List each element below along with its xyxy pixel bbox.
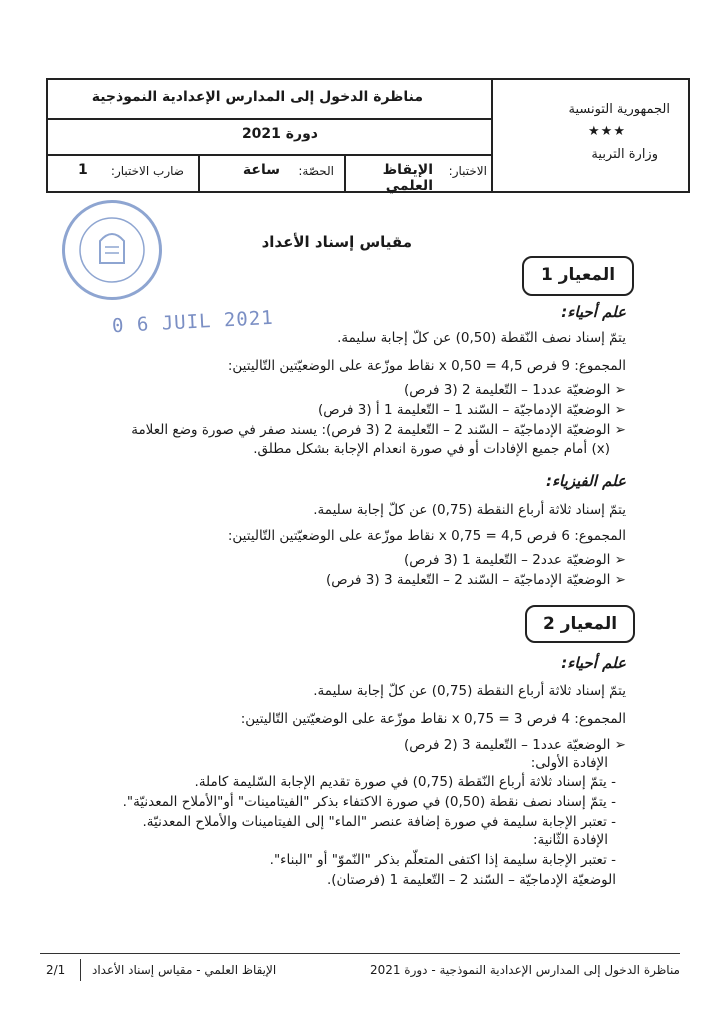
- exam-title: مناظرة الدخول إلى المدارس الإعدادية النموذجية: [91, 89, 423, 105]
- c2-bio-heading: علم أحياء:: [561, 654, 626, 672]
- c1-bio-line1: يتمّ إسناد نصف النّقطة (0,50) عن كلّ إجابة سليمة.: [337, 330, 626, 346]
- c2-d4-text: تعتبر الإجابة سليمة إذا اكتفى المتعلّم بذكر "النّموّ" أو "البناء".: [269, 852, 607, 868]
- duration-value: ساعة: [242, 162, 280, 178]
- c2-ifada2: الإفادة الثّانية:: [532, 832, 608, 848]
- footer-divider: [40, 953, 680, 954]
- c2-detail4: - تعتبر الإجابة سليمة إذا اكتفى المتعلّم بذكر "النّموّ" أو "البناء".: [269, 852, 616, 868]
- ministry-block: [491, 80, 688, 191]
- c1-bio-total: المجموع: 9 فرص x 0,50 = 4,5 نقاط موزّعة على الوضعيّتين التّاليتين:: [227, 358, 626, 374]
- c2-d3-text: تعتبر الإجابة سليمة في صورة إضافة عنصر "الماء" إلى الفيتامينات والأملاح المعدنيّة.: [142, 814, 607, 830]
- c1-phys-total: المجموع: 6 فرص x 0,75 = 4,5 نقاط موزّعة على الوضعيّتين التّاليتين:: [227, 528, 626, 544]
- footer-subject: الإيقاظ العلمي - مقياس إسناد الأعداد: [92, 963, 277, 977]
- c2-bio-total: المجموع: 4 فرص x 0,75 = 3 نقاط موزّعة على الوضعيّتين التّاليتين:: [240, 711, 626, 727]
- info-row: [48, 154, 493, 194]
- subject-value: الإيقاظ العلمي: [382, 162, 433, 194]
- criterion-2-badge: المعيار 2: [525, 605, 635, 643]
- footer-page-number: 2/1: [46, 963, 66, 977]
- c1-phys-b2-text: الوضعيّة الإدماجيّة – السّند 2 – التّعليمة 3 (3 فرص): [326, 572, 611, 588]
- duration-label: الحصّة:: [298, 164, 334, 178]
- c2-detail1: - يتمّ إسناد ثلاثة أرباع النّقطة (0,75) في صورة تقديم الإجابة السّليمة كاملة.: [194, 774, 616, 790]
- c1-bio-b3-cont: (x) أمام جميع الإفادات أو في صورة انعدام الإجابة بشكل مطلق.: [253, 441, 610, 457]
- session-row: [48, 118, 493, 156]
- c2-ifada1: الإفادة الأولى:: [530, 755, 608, 771]
- c2-d1-text: يتمّ إسناد ثلاثة أرباع النّقطة (0,75) في صورة تقديم الإجابة السّليمة كاملة.: [194, 774, 607, 790]
- c1-bio-b2-text: الوضعيّة الإدماجيّة – السّند 1 – التّعليمة 1 أ (3 فرص): [317, 402, 611, 418]
- stamp-date: 0 6 JUIL 2021: [111, 306, 275, 338]
- c1-bio-bullet3: ➢ الوضعيّة الإدماجيّة – السّند 2 – التّعليمة 2 (3 فرص): يسند صفر في صورة وضع العلامة: [131, 422, 626, 438]
- c2-last-line: الوضعيّة الإدماجيّة – السّند 2 – التّعليمة 1 (فرصتان).: [326, 872, 616, 888]
- footer-separator: [80, 959, 81, 981]
- c1-phys-line1: يتمّ إسناد ثلاثة أرباع النقطة (0,75) عن كلّ إجابة سليمة.: [313, 502, 626, 518]
- header-box: [46, 78, 690, 193]
- duration-cell: [200, 154, 346, 191]
- c1-phys-bullet1: ➢ الوضعيّة عدد2 – التّعليمة 1 (3 فرص): [404, 552, 626, 568]
- official-stamp: [62, 200, 162, 300]
- c2-bio-line1: يتمّ إسناد ثلاثة أرباع النقطة (0,75) عن كلّ إجابة سليمة.: [313, 683, 626, 699]
- subject-label: الاختبار:: [448, 164, 487, 178]
- stamp-emblem-icon: [65, 203, 159, 297]
- c1-bio-bullet2: ➢ الوضعيّة الإدماجيّة – السّند 1 – التّعليمة 1 أ (3 فرص): [317, 402, 626, 418]
- coefficient-label: ضارب الاختبار:: [110, 164, 184, 178]
- c1-phys-heading: علم الفيزياء:: [545, 472, 626, 490]
- subject-cell: [346, 154, 493, 194]
- c1-bio-b3-text: الوضعيّة الإدماجيّة – السّند 2 – التّعليمة 2 (3 فرص): يسند صفر في صورة وضع العلامة: [131, 422, 611, 438]
- c2-d2-text: يتمّ إسناد نصف نقطة (0,50) في صورة الاكتفاء بذكر "الفيتامينات" أو"الأملاح المعدنيّة".: [122, 794, 607, 810]
- c1-bio-b1-text: الوضعيّة عدد1 – التّعليمة 2 (3 فرص): [404, 382, 611, 398]
- c1-bio-bullet1: ➢ الوضعيّة عدد1 – التّعليمة 2 (3 فرص): [404, 382, 626, 398]
- coefficient-value: 1: [78, 162, 88, 178]
- page-title: مقياس إسناد الأعداد: [261, 233, 412, 251]
- exam-title-row: [48, 80, 493, 120]
- criterion-1-badge: المعيار 1: [522, 256, 634, 296]
- c1-phys-b1-text: الوضعيّة عدد2 – التّعليمة 1 (3 فرص): [404, 552, 611, 568]
- c2-detail3: - تعتبر الإجابة سليمة في صورة إضافة عنصر "الماء" إلى الفيتامينات والأملاح المعدنيّة.: [142, 814, 616, 830]
- c2-bio-b1-text: الوضعيّة عدد1 – التّعليمة 3 (2 فرص): [404, 737, 611, 753]
- ministry-name: وزارة التربية: [591, 147, 658, 162]
- ministry-stars: ★★★: [588, 124, 626, 139]
- coefficient-cell: [48, 154, 200, 191]
- c2-bio-bullet1: ➢ الوضعيّة عدد1 – التّعليمة 3 (2 فرص): [404, 737, 626, 753]
- c2-detail2: - يتمّ إسناد نصف نقطة (0,50) في صورة الاكتفاء بذكر "الفيتامينات" أو"الأملاح المعدنيّة".: [122, 794, 616, 810]
- footer-exam: مناظرة الدخول إلى المدارس الإعدادية النموذجية - دورة 2021: [369, 963, 680, 977]
- c1-phys-bullet2: ➢ الوضعيّة الإدماجيّة – السّند 2 – التّعليمة 3 (3 فرص): [326, 572, 626, 588]
- c1-bio-heading: علم أحياء:: [561, 303, 626, 321]
- ministry-country: الجمهورية التونسية: [568, 102, 670, 117]
- session-label: دورة 2021: [241, 126, 318, 142]
